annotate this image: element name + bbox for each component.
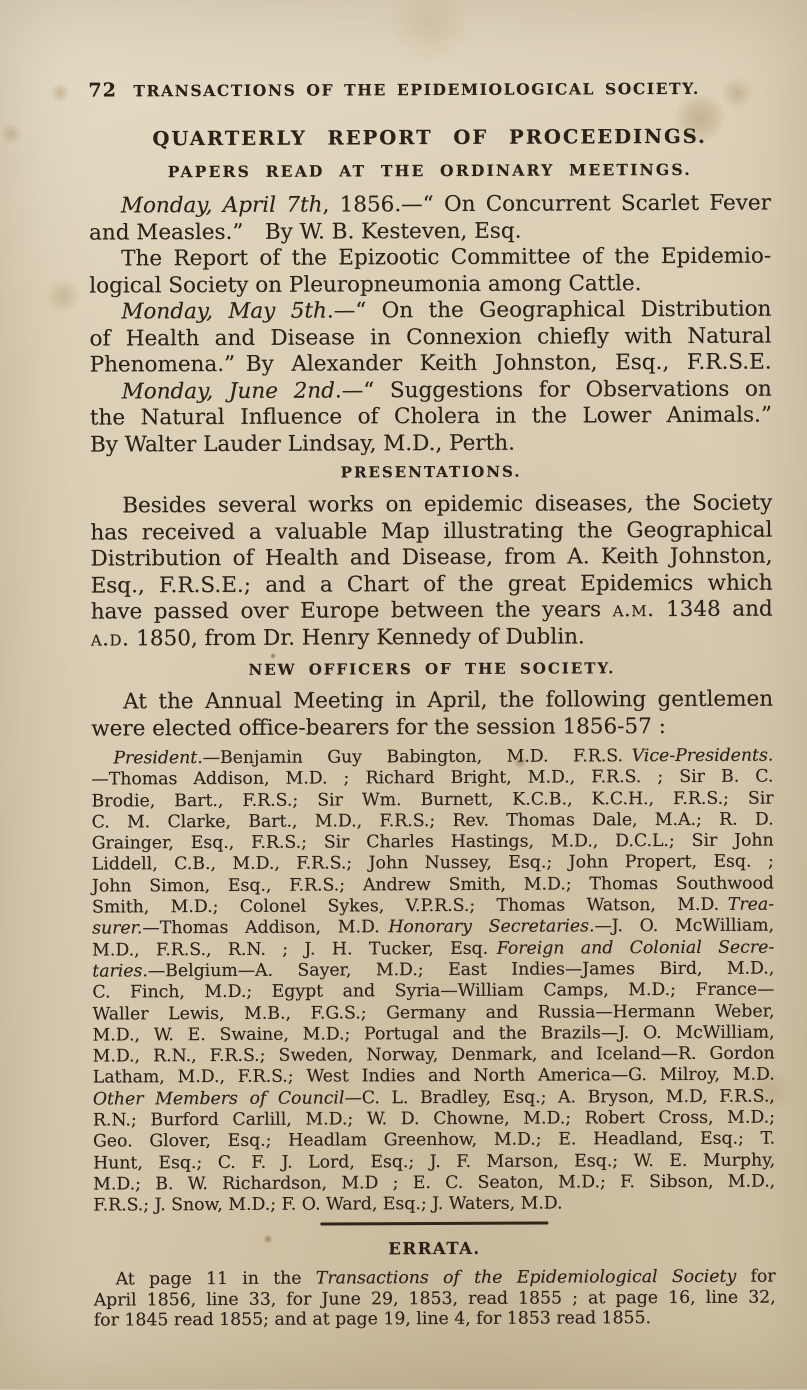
text-line: Other Members of Council—C. L. Bradley, Esq.; A. Bryson, M.D, F.R.S., [92,1086,775,1110]
text-line: logical Society on Pleuropneumonia among Cattle. [89,270,642,298]
new-officers-heading: NEW OFFICERS OF THE SOCIETY. [248,659,616,679]
text-line: John Simon, Esq., F.R.S.; Andrew Smith, M.D.; Thomas Southwood [91,873,774,897]
text-line: a.d. 1850, from Dr. Henry Kennedy of Dublin. [90,623,585,651]
text-line: surer.—Thomas Addison, M.D. Honorary Secretaries.—J. O. McWilliam, [92,915,775,939]
text-line: M.D., W. E. Swaine, M.D.; Portugal and the Brazils—J. O. McWilliam, [92,1022,775,1046]
text-line: C. M. Clarke, Bart., M.D., F.R.S.; Rev. Thomas Dale, M.A.; R. D. [91,809,774,833]
text-line: At page 11 in the Transactions of the Epidemiological Society for [115,1266,776,1290]
text-line: Monday, April 7th, 1856.—“ On Concurrent Scarlet Fever [120,190,771,219]
text-line: M.D.; B. W. Richardson, M.D ; E. C. Seaton, M.D.; F. Sibson, M.D., [93,1171,776,1195]
papers-read-paragraphs [89,191,772,459]
text-line: has received a valuable Map illustrating the Geographical [90,517,773,545]
page-number: 72 [88,79,117,102]
divider-rule [320,1221,548,1225]
errata-heading: ERRATA. [388,1238,481,1259]
text-line: M.D., R.N., F.R.S.; Sweden, Norway, Denmark, and Iceland—R. Gordon [92,1043,775,1067]
text-line: were elected office-bearers for the session 1856-57 : [91,713,666,741]
text-column [88,0,776,1390]
text-line: and Measles.” By W. B. Kesteven, Esq. [88,218,522,245]
officers-list-paragraph [91,746,775,1218]
report-title: QUARTERLY REPORT OF PROCEEDINGS. [152,124,707,151]
presentations-heading: PRESENTATIONS. [340,462,522,482]
text-line: the Natural Influence of Cholera in the Lower Animals.” [89,402,772,431]
text-line: By Walter Lauder Lindsay, M.D., Perth. [89,430,515,457]
text-line: R.N.; Burford Carlill, M.D.; W. D. Chowne, M.D.; Robert Cross, M.D.; [92,1107,775,1131]
text-line: M.D., F.R.S., R.N. ; J. H. Tucker, Esq. Foreign and Colonial Secre- [92,937,775,961]
text-line: have passed over Europe between the years a.m. 1348 and [90,596,773,625]
text-line: Esq., F.R.S.E.; and a Chart of the great Epidemics which [90,570,773,598]
text-line: C. Finch, M.D.; Egypt and Syria—William Camps, M.D.; France— [92,979,775,1003]
text-line: April 1856, line 33, for June 29, 1853, read 1855 ; at page 16, line 32, [93,1286,776,1310]
text-line: Hunt, Esq.; C. F. J. Lord, Esq.; J. F. Marson, Esq.; W. E. Murphy, [93,1150,776,1174]
text-line: F.R.S.; J. Snow, M.D.; F. O. Ward, Esq.; J. Waters, M.D. [93,1193,563,1216]
papers-read-heading: PAPERS READ AT THE ORDINARY MEETINGS. [167,159,692,182]
officers-intro-paragraph [91,687,773,743]
presentations-paragraph [90,491,773,653]
text-line: —Thomas Addison, M.D. ; Richard Bright, M.D., F.R.S. ; Sir B. C. [91,766,774,790]
text-line: Monday, May 5th.—“ On the Geographical Distribution [121,296,772,325]
text-line: of Health and Disease in Connexion chiefly with Natural [89,323,772,351]
text-line: President.—Benjamin Guy Babington, M.D. F.R.S. Vice-Presidents. [113,745,774,769]
text-line: Latham, M.D., F.R.S.; West Indies and North America—G. Milroy, M.D. [92,1064,775,1088]
text-line: Monday, June 2nd.—“ Suggestions for Observations on [121,376,772,404]
running-title: TRANSACTIONS OF THE EPIDEMIOLOGICAL SOCIETY. [133,78,700,101]
text-line: The Report of the Epizootic Committee of the Epidemio- [121,243,772,272]
text-line: Phenomena.” By Alexander Keith Johnston, Esq., F.R.S.E. [89,349,772,378]
text-line: Smith, M.D.; Colonel Sykes, V.P.R.S.; Thomas Watson, M.D. Trea- [91,894,774,918]
text-line: Waller Lewis, M.B., F.G.S.; Germany and Russia—Hermann Weber, [92,1001,775,1025]
text-line: for 1845 read 1855; and at page 19, line 4, for 1853 read 1855. [93,1308,652,1331]
running-header [88,77,770,102]
text-line: Geo. Glover, Esq.; Headlam Greenhow, M.D.; E. Headland, Esq.; T. [92,1128,776,1152]
text-line: At the Annual Meeting in April, the following gentlemen [123,686,774,715]
text-line: Besides several works on epidemic diseases, the Society [122,490,773,519]
errata-paragraph [94,1267,776,1331]
text-line: Brodie, Bart., F.R.S.; Sir Wm. Burnett, K.C.B., K.C.H., F.R.S.; Sir [91,788,774,812]
text-line: Grainger, Esq., F.R.S.; Sir Charles Hastings, M.D., D.C.L.; Sir John [91,830,774,854]
text-line: Liddell, C.B., M.D., F.R.S.; John Nussey, Esq.; John Propert, Esq. ; [91,851,774,875]
text-line: taries.—Belgium—A. Sayer, M.D.; East Indies—James Bird, M.D., [92,958,775,982]
text-line: Distribution of Health and Disease, from A. Keith Johnston, [90,543,773,572]
